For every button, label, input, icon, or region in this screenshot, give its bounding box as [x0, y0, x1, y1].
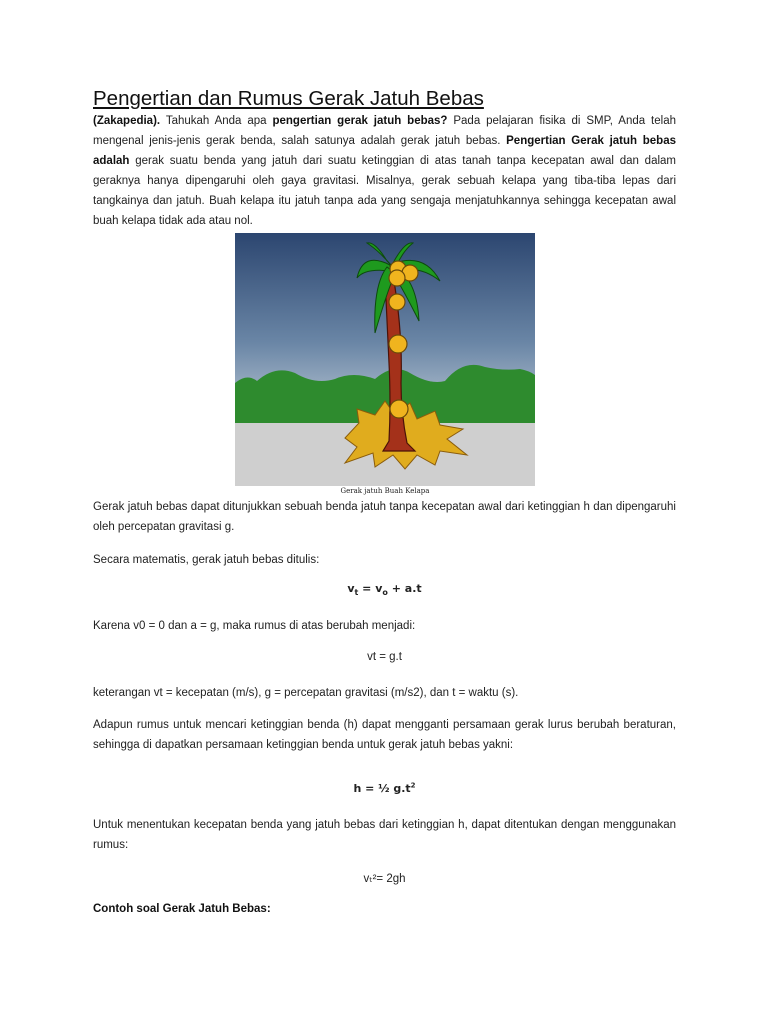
section-heading-examples: Contoh soal Gerak Jatuh Bebas: — [93, 903, 271, 915]
intro-text-1: Tahukah Anda apa — [160, 115, 273, 127]
formula-rest: + a.t — [387, 582, 422, 595]
formula-vt-v0-at — [93, 582, 676, 597]
formula-sub-t: t — [354, 588, 359, 598]
intro-bold-1: pengertian gerak jatuh bebas? — [272, 115, 448, 127]
formula-vt-gt: vt = g.t — [367, 651, 402, 663]
figure-caption: Gerak jatuh Buah Kelapa — [340, 487, 430, 495]
page-title: Pengertian dan Rumus Gerak Jatuh Bebas — [93, 87, 484, 110]
formula-velocity-squared: vₜ²= 2gh — [363, 873, 406, 885]
source-label: (Zakapedia). — [93, 115, 161, 127]
intro-bold-2: Pengertian Gerak jatuh bebas adalah — [93, 135, 676, 167]
formula-height — [93, 781, 676, 795]
formula-height-main: h = ½ g.t — [353, 781, 411, 795]
paragraph-mathematical: Secara matematis, gerak jatuh bebas ditulis: — [93, 554, 320, 566]
intro-text-2: Pada pelajaran fisika di SMP, Anda telah mengenal jenis-jenis gerak benda, salah satunya adalah gerak jatuh bebas. — [93, 115, 676, 147]
formula-v: v — [347, 582, 355, 595]
formula-height-exponent: 2 — [410, 781, 416, 789]
paragraph-legend: keterangan vt = kecepatan (m/s), g = percepatan gravitasi (m/s2), dan t = waktu (s). — [93, 687, 519, 699]
formula-eq-v: = v — [358, 582, 383, 595]
paragraph-height-intro: Adapun rumus untuk mencari ketinggian benda (h) dapat mengganti persamaan gerak lurus berubah beraturan, sehingga di dapatkan persamaan ketinggian benda untuk gerak jatuh bebas yakni: — [93, 719, 676, 751]
paragraph-definition: Gerak jatuh bebas dapat ditunjukkan sebuah benda jatuh tanpa kecepatan awal dari ketinggian h dan dipengaruhi oleh percepatan gravitasi g. — [93, 501, 676, 533]
paragraph-because: Karena v0 = 0 dan a = g, maka rumus di atas berubah menjadi: — [93, 620, 416, 632]
coconut-tree-illustration — [235, 233, 535, 486]
paragraph-velocity-intro: Untuk menentukan kecepatan benda yang jatuh bebas dari ketinggian h, dapat ditentukan dengan menggunakan rumus: — [93, 819, 676, 851]
intro-paragraph — [93, 111, 676, 231]
intro-text-3: gerak suatu benda yang jatuh dari suatu ketinggian di atas tanah tanpa kecepatan awal dan dalam geraknya hanya dipengaruhi oleh gaya gravitasi. Misalnya, gerak sebuah kelapa yang tiba-tiba lepas dari tangkainya dan jatuh. Buah kelapa itu jatuh tanpa ada yang sengaja menjatuhkannya sehingga kecepatan awal buah kelapa tidak ada atau nol. — [93, 155, 676, 227]
formula-sub-o: o — [382, 588, 388, 598]
